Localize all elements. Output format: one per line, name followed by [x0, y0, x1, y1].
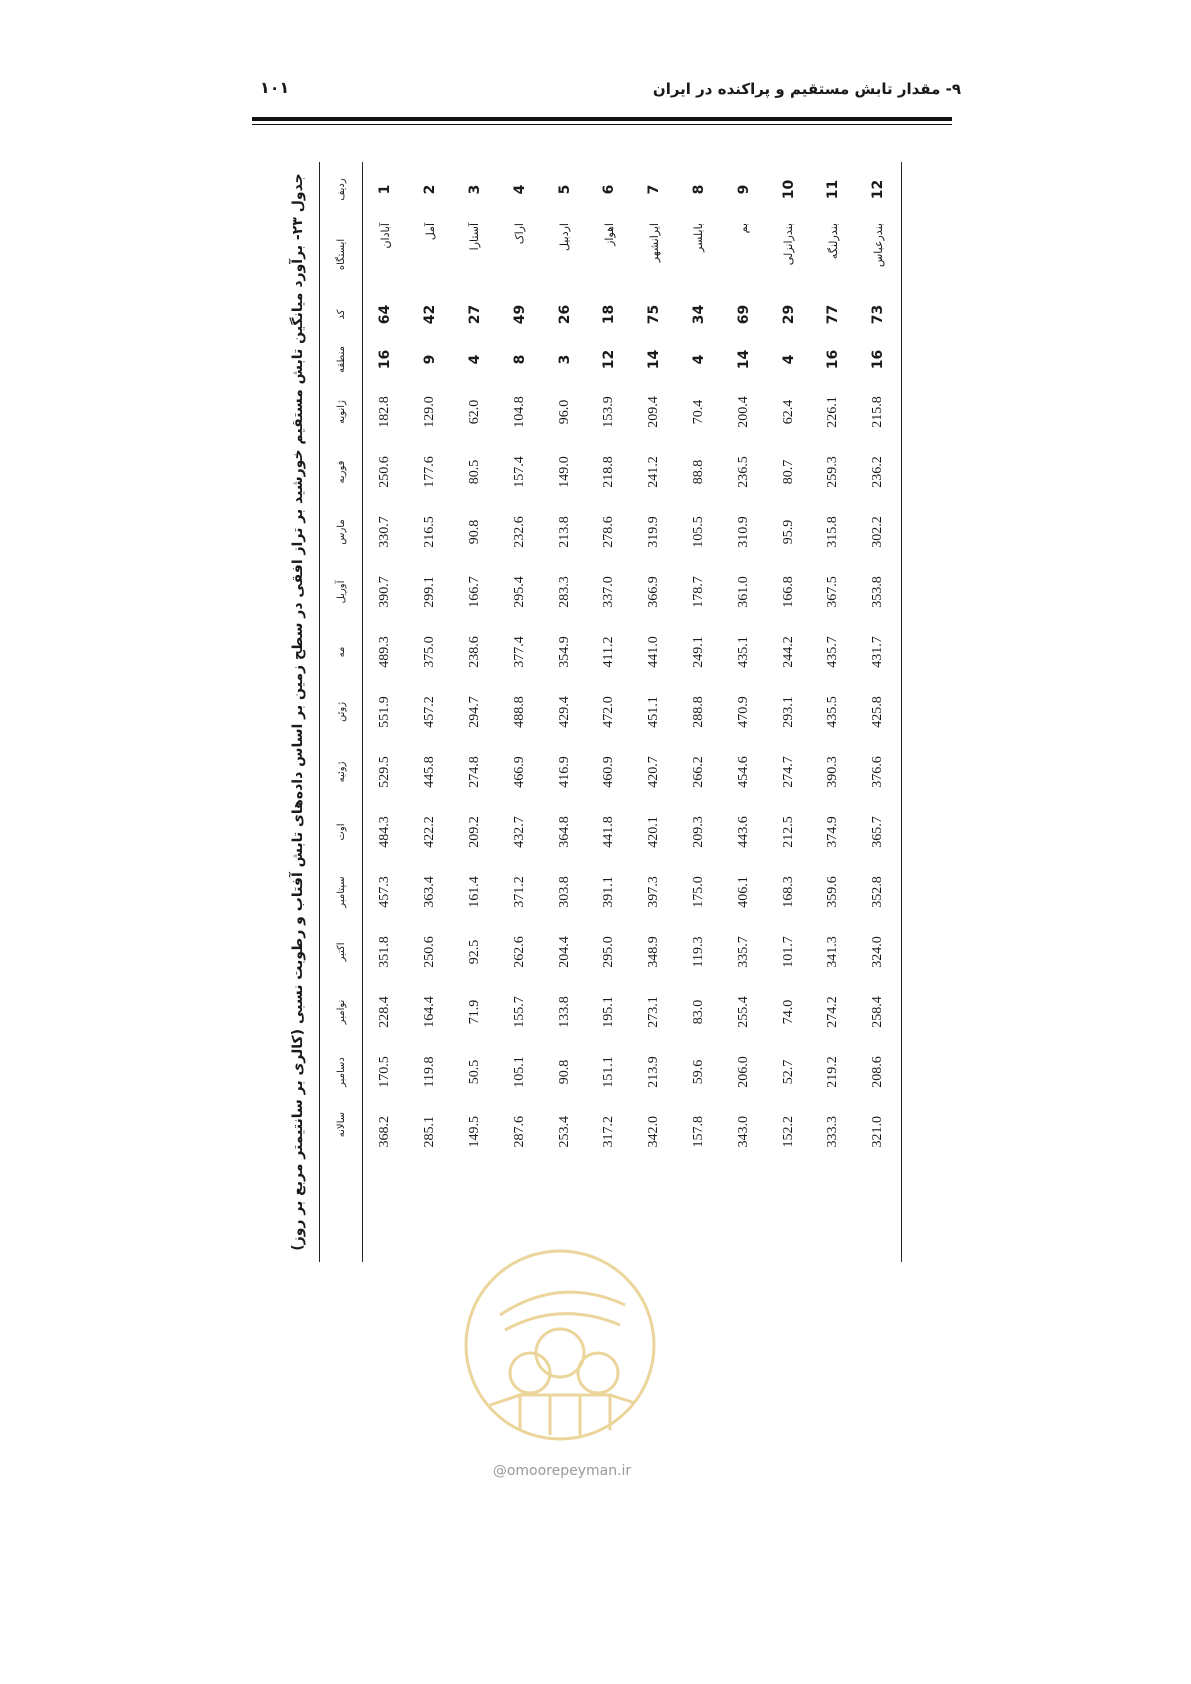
- header-feb: فوریه: [320, 442, 363, 502]
- cell-jun: 288.8: [690, 696, 706, 728]
- header-jun: ژوئن: [320, 682, 363, 742]
- cell-oct: 341.3: [825, 936, 841, 968]
- cell-station: اهواز: [602, 223, 616, 246]
- table-row: [632, 162, 677, 1262]
- cell-annual: 333.3: [825, 1116, 841, 1148]
- cell-apr: 299.1: [422, 576, 438, 608]
- cell-apr: 390.7: [377, 576, 393, 608]
- cell-row: 4: [511, 184, 528, 195]
- header-dec: دسامبر: [320, 1042, 363, 1102]
- cell-jun: 435.5: [825, 696, 841, 728]
- cell-dec: 151.1: [601, 1056, 617, 1088]
- cell-dec: 119.8: [422, 1056, 438, 1088]
- cell-region: 14: [646, 349, 663, 370]
- cell-sep: 363.4: [422, 876, 438, 908]
- cell-mar: 216.5: [422, 516, 438, 548]
- cell-sep: 175.0: [690, 876, 706, 908]
- cell-jan: 70.4: [690, 399, 706, 425]
- cell-aug: 420.1: [646, 816, 662, 848]
- cell-sep: 161.4: [466, 876, 482, 908]
- header-aug: اوت: [320, 802, 363, 862]
- cell-jul: 274.7: [780, 756, 796, 788]
- cell-station: آبادان: [378, 223, 392, 249]
- cell-aug: 484.3: [377, 816, 393, 848]
- cell-code: 29: [780, 304, 797, 325]
- cell-may: 238.6: [466, 636, 482, 668]
- cell-feb: 80.7: [780, 459, 796, 485]
- header-region: منطقه: [320, 337, 363, 382]
- cell-station: ایرانشهر: [647, 223, 661, 263]
- header-mar: مارس: [320, 502, 363, 562]
- table-row: [811, 162, 856, 1262]
- cell-mar: 90.8: [466, 519, 482, 545]
- cell-feb: 236.2: [856, 442, 901, 502]
- cell-jun: 457.2: [422, 696, 438, 728]
- cell-mar: 278.6: [601, 516, 617, 548]
- cell-region: 12: [601, 349, 618, 370]
- cell-sep: 352.8: [856, 862, 901, 922]
- cell-jun: 429.4: [556, 696, 572, 728]
- cell-nov: 164.4: [422, 996, 438, 1028]
- cell-aug: 365.7: [856, 802, 901, 862]
- cell-nov: 133.8: [556, 996, 572, 1028]
- header-nov: نوامبر: [320, 982, 363, 1042]
- cell-region: 4: [690, 354, 707, 365]
- cell-dec: 59.6: [690, 1059, 706, 1085]
- cell-apr: 166.7: [466, 576, 482, 608]
- cell-dec: 50.5: [466, 1059, 482, 1085]
- cell-mar: 105.5: [690, 516, 706, 548]
- cell-jan: 96.0: [556, 399, 572, 425]
- cell-nov: 71.9: [466, 999, 482, 1025]
- cell-apr: 178.7: [690, 576, 706, 608]
- table-row: [497, 162, 542, 1262]
- cell-jan: 209.4: [646, 396, 662, 428]
- cell-jun: 551.9: [377, 696, 393, 728]
- cell-code: 34: [690, 304, 707, 325]
- cell-dec: 52.7: [780, 1059, 796, 1085]
- cell-annual: 149.5: [466, 1116, 482, 1148]
- cell-annual: 343.0: [735, 1116, 751, 1148]
- cell-station: آمل: [423, 223, 437, 241]
- cell-aug: 441.8: [601, 816, 617, 848]
- header-may: مه: [320, 622, 363, 682]
- cell-annual: 368.2: [377, 1116, 393, 1148]
- cell-oct: 295.0: [601, 936, 617, 968]
- cell-station: اردبیل: [558, 223, 572, 251]
- cell-feb: 177.6: [422, 456, 438, 488]
- cell-row: 7: [646, 184, 663, 195]
- cell-jun: 451.1: [646, 696, 662, 728]
- cell-region: 4: [466, 354, 483, 365]
- running-title: ۹- مقدار تابش مستقیم و پراکنده در ایران: [652, 80, 961, 98]
- cell-mar: 310.9: [735, 516, 751, 548]
- cell-may: 377.4: [511, 636, 527, 668]
- cell-jul: 266.2: [690, 756, 706, 788]
- table-body: [363, 162, 902, 1262]
- cell-feb: 149.0: [556, 456, 572, 488]
- cell-jun: 488.8: [511, 696, 527, 728]
- cell-mar: 95.9: [780, 519, 796, 545]
- cell-feb: 80.5: [466, 459, 482, 485]
- page-number: ۱۰۱: [260, 78, 290, 97]
- table-row: [363, 162, 408, 1262]
- cell-oct: 348.9: [646, 936, 662, 968]
- cell-oct: 250.6: [422, 936, 438, 968]
- cell-code: 69: [735, 304, 752, 325]
- cell-feb: 259.3: [825, 456, 841, 488]
- table-row: [408, 162, 453, 1262]
- cell-jan: 153.9: [601, 396, 617, 428]
- cell-annual: 253.4: [556, 1116, 572, 1148]
- cell-aug: 432.7: [511, 816, 527, 848]
- cell-aug: 364.8: [556, 816, 572, 848]
- cell-row: 11: [825, 179, 842, 200]
- cell-annual: 342.0: [646, 1116, 662, 1148]
- cell-feb: 157.4: [511, 456, 527, 488]
- cell-apr: 367.5: [825, 576, 841, 608]
- cell-apr: 166.8: [780, 576, 796, 608]
- cell-annual: 285.1: [422, 1116, 438, 1148]
- cell-may: 411.2: [601, 636, 617, 668]
- cell-jun: 294.7: [466, 696, 482, 728]
- cell-may: 435.1: [735, 636, 751, 668]
- cell-oct: 204.4: [556, 936, 572, 968]
- cell-aug: 212.5: [780, 816, 796, 848]
- cell-sep: 371.2: [511, 876, 527, 908]
- cell-dec: 219.2: [825, 1056, 841, 1088]
- cell-feb: 236.5: [735, 456, 751, 488]
- table-row: [587, 162, 632, 1262]
- cell-jan: 215.8: [856, 382, 901, 442]
- cell-nov: 274.2: [825, 996, 841, 1028]
- cell-row: 1: [377, 184, 394, 195]
- cell-code: 42: [422, 304, 439, 325]
- cell-oct: 262.6: [511, 936, 527, 968]
- cell-row: 8: [690, 184, 707, 195]
- table-row: [856, 162, 901, 1262]
- cell-jul: 376.6: [856, 742, 901, 802]
- cell-mar: 302.2: [856, 502, 901, 562]
- cell-row: 5: [556, 184, 573, 195]
- cell-annual: 157.8: [690, 1116, 706, 1148]
- table-header-row: [320, 162, 363, 1262]
- cell-region: 16: [825, 349, 842, 370]
- cell-jul: 416.9: [556, 756, 572, 788]
- cell-station: بابلسر: [692, 223, 706, 252]
- cell-nov: 195.1: [601, 996, 617, 1028]
- cell-code: 18: [601, 304, 618, 325]
- cell-row: 9: [735, 184, 752, 195]
- cell-oct: 324.0: [856, 922, 901, 982]
- cell-feb: 218.8: [601, 456, 617, 488]
- cell-jul: 466.9: [511, 756, 527, 788]
- cell-nov: 155.7: [511, 996, 527, 1028]
- header-code: کد: [320, 292, 363, 337]
- cell-code: 75: [646, 304, 663, 325]
- cell-aug: 443.6: [735, 816, 751, 848]
- cell-jul: 454.6: [735, 756, 751, 788]
- cell-feb: 250.6: [377, 456, 393, 488]
- cell-jan: 104.8: [511, 396, 527, 428]
- cell-jul: 420.7: [646, 756, 662, 788]
- cell-jan: 62.4: [780, 399, 796, 425]
- cell-jun: 472.0: [601, 696, 617, 728]
- cell-oct: 335.7: [735, 936, 751, 968]
- cell-mar: 330.7: [377, 516, 393, 548]
- cell-region: 14: [735, 349, 752, 370]
- cell-may: 431.7: [856, 622, 901, 682]
- cell-region: 3: [556, 354, 573, 365]
- cell-sep: 406.1: [735, 876, 751, 908]
- cell-jul: 529.5: [377, 756, 393, 788]
- cell-nov: 228.4: [377, 996, 393, 1028]
- cell-dec: 208.6: [856, 1042, 901, 1102]
- cell-jul: 390.3: [825, 756, 841, 788]
- cell-sep: 457.3: [377, 876, 393, 908]
- cell-apr: 353.8: [856, 562, 901, 622]
- cell-feb: 241.2: [646, 456, 662, 488]
- cell-jan: 200.4: [735, 396, 751, 428]
- cell-station: بم: [737, 223, 751, 234]
- cell-jul: 460.9: [601, 756, 617, 788]
- cell-sep: 168.3: [780, 876, 796, 908]
- header-jul: ژوئیه: [320, 742, 363, 802]
- cell-jul: 274.8: [466, 756, 482, 788]
- cell-dec: 90.8: [556, 1059, 572, 1085]
- cell-code: 27: [466, 304, 483, 325]
- cell-may: 441.0: [646, 636, 662, 668]
- cell-oct: 119.3: [690, 936, 706, 968]
- header-apr: آوریل: [320, 562, 363, 622]
- cell-station: آستارا: [468, 223, 482, 251]
- cell-apr: 366.9: [646, 576, 662, 608]
- cell-row: 12: [856, 162, 901, 217]
- header-station: ایستگاه: [320, 217, 363, 292]
- cell-annual: 152.2: [780, 1116, 796, 1148]
- cell-mar: 315.8: [825, 516, 841, 548]
- watermark-url: @omoorepeyman.ir: [492, 1463, 632, 1479]
- header-annual: سالانه: [320, 1102, 363, 1262]
- cell-mar: 319.9: [646, 516, 662, 548]
- cell-dec: 170.5: [377, 1056, 393, 1088]
- cell-station: بندرعباس: [856, 217, 901, 292]
- cell-region: 4: [780, 354, 797, 365]
- cell-may: 489.3: [377, 636, 393, 668]
- cell-annual: 317.2: [601, 1116, 617, 1148]
- cell-aug: 209.2: [466, 816, 482, 848]
- cell-may: 244.2: [780, 636, 796, 668]
- cell-region: 9: [422, 354, 439, 365]
- cell-region: 16: [377, 349, 394, 370]
- cell-mar: 232.6: [511, 516, 527, 548]
- cell-oct: 92.5: [466, 939, 482, 965]
- cell-jan: 182.8: [377, 396, 393, 428]
- table-row: [766, 162, 811, 1262]
- watermark-logo: [460, 1245, 660, 1445]
- cell-jun: 293.1: [780, 696, 796, 728]
- cell-station: بندرلنگه: [826, 223, 840, 260]
- cell-row: 2: [422, 184, 439, 195]
- cell-sep: 303.8: [556, 876, 572, 908]
- cell-may: 249.1: [690, 636, 706, 668]
- cell-may: 354.9: [556, 636, 572, 668]
- header-oct: اکتبر: [320, 922, 363, 982]
- cell-jun: 470.9: [735, 696, 751, 728]
- cell-jun: 425.8: [856, 682, 901, 742]
- cell-row: 10: [780, 179, 797, 200]
- cell-region: 8: [511, 354, 528, 365]
- cell-aug: 209.3: [690, 816, 706, 848]
- cell-oct: 101.7: [780, 936, 796, 968]
- cell-sep: 397.3: [646, 876, 662, 908]
- table-row: [453, 162, 498, 1262]
- header-sep: سپتامبر: [320, 862, 363, 922]
- table-row: [721, 162, 766, 1262]
- cell-code: 49: [511, 304, 528, 325]
- header-rule-thick: [252, 117, 952, 121]
- cell-annual: 287.6: [511, 1116, 527, 1148]
- cell-nov: 258.4: [856, 982, 901, 1042]
- table-row: [677, 162, 722, 1262]
- cell-nov: 255.4: [735, 996, 751, 1028]
- cell-dec: 206.0: [735, 1056, 751, 1088]
- cell-apr: 361.0: [735, 576, 751, 608]
- cell-apr: 337.0: [601, 576, 617, 608]
- cell-row: 3: [466, 184, 483, 195]
- cell-dec: 213.9: [646, 1056, 662, 1088]
- cell-mar: 213.8: [556, 516, 572, 548]
- cell-feb: 88.8: [690, 459, 706, 485]
- cell-code: 64: [377, 304, 394, 325]
- cell-jan: 226.1: [825, 396, 841, 428]
- cell-may: 375.0: [422, 636, 438, 668]
- cell-sep: 391.1: [601, 876, 617, 908]
- cell-region: 16: [856, 337, 901, 382]
- cell-dec: 105.1: [511, 1056, 527, 1088]
- cell-jul: 445.8: [422, 756, 438, 788]
- cell-apr: 283.3: [556, 576, 572, 608]
- cell-annual: 321.0: [856, 1102, 901, 1262]
- table-row: [542, 162, 587, 1262]
- cell-station: بندرانزلی: [782, 223, 796, 266]
- cell-nov: 74.0: [780, 999, 796, 1025]
- radiation-table: [319, 162, 902, 1262]
- cell-may: 435.7: [825, 636, 841, 668]
- cell-jan: 62.0: [466, 399, 482, 425]
- cell-oct: 351.8: [377, 936, 393, 968]
- table-title: جدول ۲۳- برآورد میانگین تابش مستقیم خورشید بر تراز افقی در سطح زمین بر اساس داده‌های تابش آفتاب و رطوبت نسبی (کالری بر سانتیمتر مربع بر روز): [290, 173, 306, 1251]
- cell-aug: 422.2: [422, 816, 438, 848]
- cell-apr: 295.4: [511, 576, 527, 608]
- cell-sep: 359.6: [825, 876, 841, 908]
- header-row-number: ردیف: [320, 162, 363, 217]
- cell-code: 73: [856, 292, 901, 337]
- cell-nov: 273.1: [646, 996, 662, 1028]
- cell-row: 6: [601, 184, 618, 195]
- header-jan: ژانویه: [320, 382, 363, 442]
- cell-nov: 83.0: [690, 999, 706, 1025]
- header-rule-thin: [252, 124, 952, 125]
- cell-jan: 129.0: [422, 396, 438, 428]
- rotated-table-block: [277, 162, 917, 1262]
- cell-code: 77: [825, 304, 842, 325]
- cell-code: 26: [556, 304, 573, 325]
- cell-aug: 374.9: [825, 816, 841, 848]
- cell-station: اراک: [513, 223, 527, 245]
